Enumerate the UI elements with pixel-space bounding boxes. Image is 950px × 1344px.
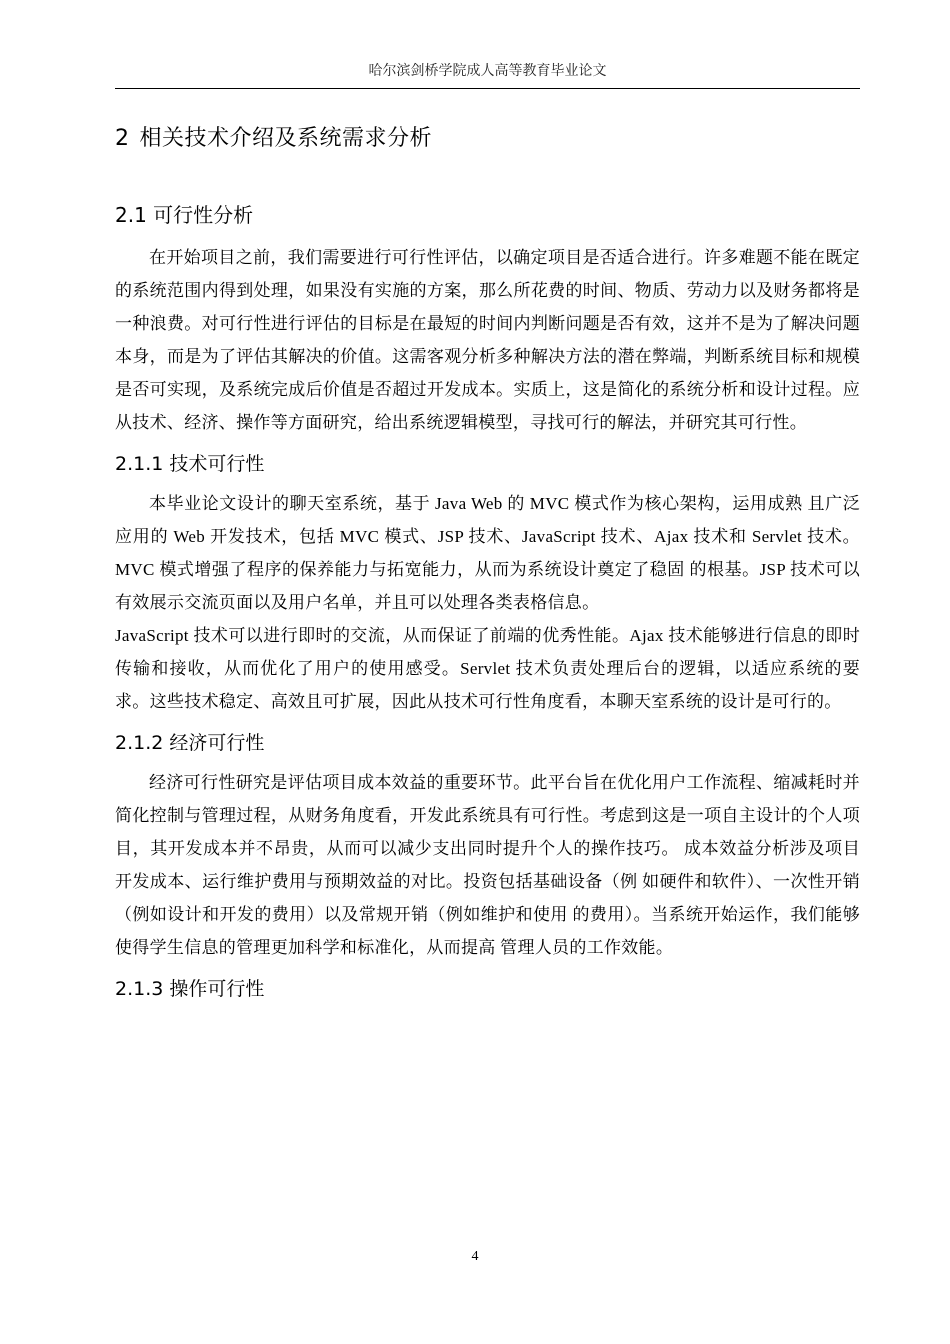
chapter-title-text: 相关技术介绍及系统需求分析 xyxy=(139,126,433,151)
section-heading-2-1-1: 2.1.1 技术可行性 xyxy=(115,453,265,475)
chapter-number: 2 xyxy=(115,126,130,151)
header-divider xyxy=(115,88,860,89)
section-heading-2-1: 2.1 可行性分析 xyxy=(115,203,254,227)
chapter-title xyxy=(115,118,860,160)
section-heading-2-1-2: 2.1.2 经济可行性 xyxy=(115,732,265,754)
running-header: 哈尔滨剑桥学院成人高等教育毕业论文 xyxy=(368,64,607,79)
page-number: 4 xyxy=(471,1249,479,1264)
page-body xyxy=(115,118,860,1012)
technical-feasibility-paragraph-2: JavaScript 技术可以进行即时的交流，从而保证了前端的优秀性能。Ajax 技术能够进行信息的即时传输和接收，从而优化了用户的使用感受。Servlet 技术负责处理后台的逻辑，以适应系统的要求。这些技术稳定、高效且可扩展，因此从技术可行性角度看，本聊天室系统的设计是可行的。 xyxy=(115,626,860,711)
economic-feasibility-paragraph: 经济可行性研究是评估项目成本效益的重要环节。此平台旨在优化用户工作流程、缩减耗时并简化控制与管理过程，从财务角度看，开发此系统具有可行性。考虑到这是一项自主设计的个人项目，其开发成本并不昂贵，从而可以减少支出同时提升个人的操作技巧。 成本效益分析涉及项目开发成本、运行维护费用与预期效益的对比。投资包括基础设备（例 如硬件和软件）、一次性开销（例如设计和开发的费用）以及常规开销（例如维护和使用 的费用）。当系统开始运作，我们能够使得学生信息的管理更加科学和标准化，从而提高 管理人员的工作效能。 xyxy=(115,773,860,957)
feasibility-paragraph: 在开始项目之前，我们需要进行可行性评估，以确定项目是否适合进行。许多难题不能在既定的系统范围内得到处理，如果没有实施的方案，那么所花费的时间、物质、劳动力以及财务都将是一种浪费。对可行性进行评估的目标是在最短的时间内判断问题是否有效，这并不是为了解决问题本身，而是为了评估其解决的价值。这需客观分析多种解决方法的潜在弊端，判断系统目标和规模是否可实现，及系统完成后价值是否超过开发成本。实质上，这是简化的系统分析和设计过程。应从技术、经济、操作等方面研究，给出系统逻辑模型，寻找可行的解法，并研究其可行性。 xyxy=(115,248,860,432)
section-heading-2-1-3: 2.1.3 操作可行性 xyxy=(115,978,265,1000)
technical-feasibility-paragraph-1: 本毕业论文设计的聊天室系统，基于 Java Web 的 MVC 模式作为核心架构，运用成熟 且广泛应用的 Web 开发技术，包括 MVC 模式、JSP 技术、JavaScript 技术、Ajax 技术和 Servlet 技术。MVC 模式增强了程序的保养能力与拓宽能力，从而为系统设计奠定了稳固 的根基。JSP 技术可以有效展示交流页面以及用户名单，并且可以处理各类表格信息。 xyxy=(115,494,860,612)
